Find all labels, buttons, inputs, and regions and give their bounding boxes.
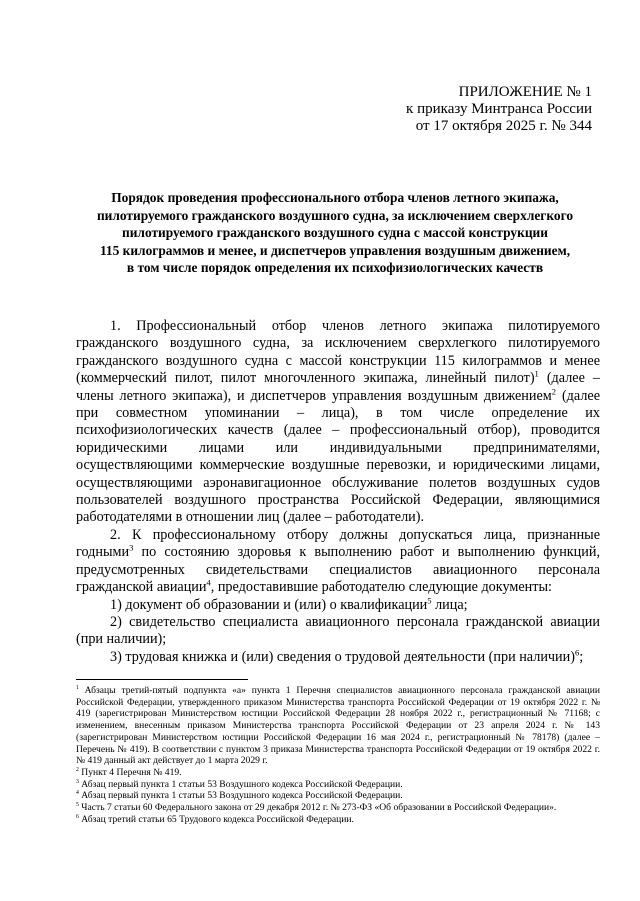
footnote-4	[76, 790, 600, 802]
document-title	[70, 189, 600, 277]
appendix-order-date: от 17 октября 2025 г. № 344	[415, 118, 592, 134]
title-line: в том числе порядок определения их психофизиологических качеств	[126, 260, 544, 275]
appendix-header	[406, 84, 592, 135]
list-item-text: лица;	[431, 596, 468, 613]
footnote-text: Пункт 4 Перечня № 419.	[78, 766, 182, 778]
footnote-number: 3	[76, 778, 79, 785]
footnote-divider	[76, 679, 248, 680]
footnote-text: Абзац первый пункта 1 статьи 53 Воздушного кодекса Российской Федерации.	[78, 778, 403, 790]
list-item-2: 2) свидетельство специалиста авиационного персонала гражданской авиации (при наличии);	[76, 613, 600, 648]
title-line: пилотируемого гражданского воздушного судна с массой конструкции	[122, 225, 548, 240]
footnote-ref: 5	[427, 594, 432, 605]
list-item-text: 3) трудовая книжка и (или) сведения о трудовой деятельности (при наличии)	[110, 648, 575, 665]
footnotes	[76, 685, 600, 825]
footnote-1	[76, 685, 600, 767]
footnote-number: 2	[76, 766, 79, 773]
appendix-order-ref: к приказу Минтранса России	[406, 101, 592, 117]
list-item-3	[76, 646, 600, 666]
paragraph-text: 2. К профессиональному отбору должны допускаться лица, признанные годными	[76, 526, 600, 561]
list-item-text: 1) документ об образовании и (или) о квалификации	[110, 596, 428, 613]
paragraph-1	[76, 318, 600, 527]
paragraph-text: (далее при совместном упоминании – лица), в том числе определение их психофизиологических качеств (далее – профессиональный отбор), проводится юридическими лицами или индивидуальными предпринимателями, осуществляющими коммерческие воздушные перевозки, и юридическими лицами, осуществляющими аэронавигационное обслуживание полетов воздушных судов пользователей воздушного пространства Российской Федерации, являющимися работодателями в отношении лиц (далее – работодатели).	[76, 387, 600, 526]
paragraph-text: по состоянию здоровья к выполнению работ и выполнению функций, предусмотренных свидетельствами специалистов авиационного персонала гражданской авиации	[76, 544, 600, 596]
appendix-number: ПРИЛОЖЕНИЕ № 1	[458, 84, 592, 100]
footnote-text: Часть 7 статьи 60 Федерального закона от 29 декабря 2012 г. № 273-ФЗ «Об образовании в Российской Федерации».	[78, 802, 557, 814]
title-line: 115 килограммов и менее, и диспетчеров управления воздушным движением,	[99, 242, 571, 258]
paragraph-text: 1. Профессиональный отбор членов летного экипажа пилотируемого гражданского воздушного судна, за исключением сверхлегкого пилотируемого гражданского воздушного судна с массой конструкции 115 килограммов и менее (коммерческий пилот, пилот многочленного экипажа, линейный пилот)	[76, 318, 600, 387]
list-item-1	[76, 594, 600, 614]
footnote-number: 5	[76, 801, 79, 808]
footnote-5	[76, 802, 600, 814]
title-line: пилотируемого гражданского воздушного судна, за исключением сверхлегкого	[96, 207, 574, 223]
footnote-number: 6	[76, 813, 79, 820]
footnote-3	[76, 779, 600, 791]
footnote-number: 4	[76, 790, 79, 797]
footnote-ref: 2	[551, 385, 557, 396]
footnote-ref: 1	[534, 368, 539, 379]
paragraph-text: (далее – члены летного экипажа), и диспетчеров управления воздушным движением	[76, 370, 600, 404]
footnote-number: 1	[76, 684, 79, 691]
footnote-ref: 3	[129, 542, 134, 553]
footnote-text: Абзацы третий-пятый подпункта «а» пункта 1 Перечня специалистов авиационного персонала гражданской авиации Российской Федерации, утвержденного приказом Министерства транспорта Российской Федерации от 19 октября 2022 г. № 419 (зарегистрирован Министерством юстиции Российской Федерации 28 ноября 2022 г., регистрационный № 71168; с изменением, внесенным приказом Министерства транспорта Российской Федерации от 23 апреля 2024 г. № 143 (зарегистрирован Министерством юстиции Российской Федерации 16 мая 2024 г., регистрационный № 78178) (далее – Перечень № 419). В соответствии с пунктом 3 приказа Министерства транспорта Российской Федерации от 19 октября 2022 г. № 419 данный акт действует до 1 марта 2029 г.	[76, 685, 600, 767]
document-body	[76, 318, 600, 666]
paragraph-2	[76, 527, 600, 597]
footnote-text: Абзац третий статьи 65 Трудового кодекса Российской Федерации.	[78, 813, 354, 825]
paragraph-text: , предоставившие работодателю следующие документы:	[210, 579, 552, 596]
footnote-ref: 4	[206, 577, 211, 588]
footnote-6	[76, 814, 600, 826]
list-item-text: ;	[579, 648, 584, 665]
footnote-ref: 6	[574, 646, 580, 657]
footnote-text: Абзац первый пункта 1 статьи 53 Воздушного кодекса Российской Федерации.	[78, 790, 403, 802]
title-line: Порядок проведения профессионального отбора членов летного экипажа,	[111, 190, 559, 205]
footnote-2	[76, 767, 600, 779]
